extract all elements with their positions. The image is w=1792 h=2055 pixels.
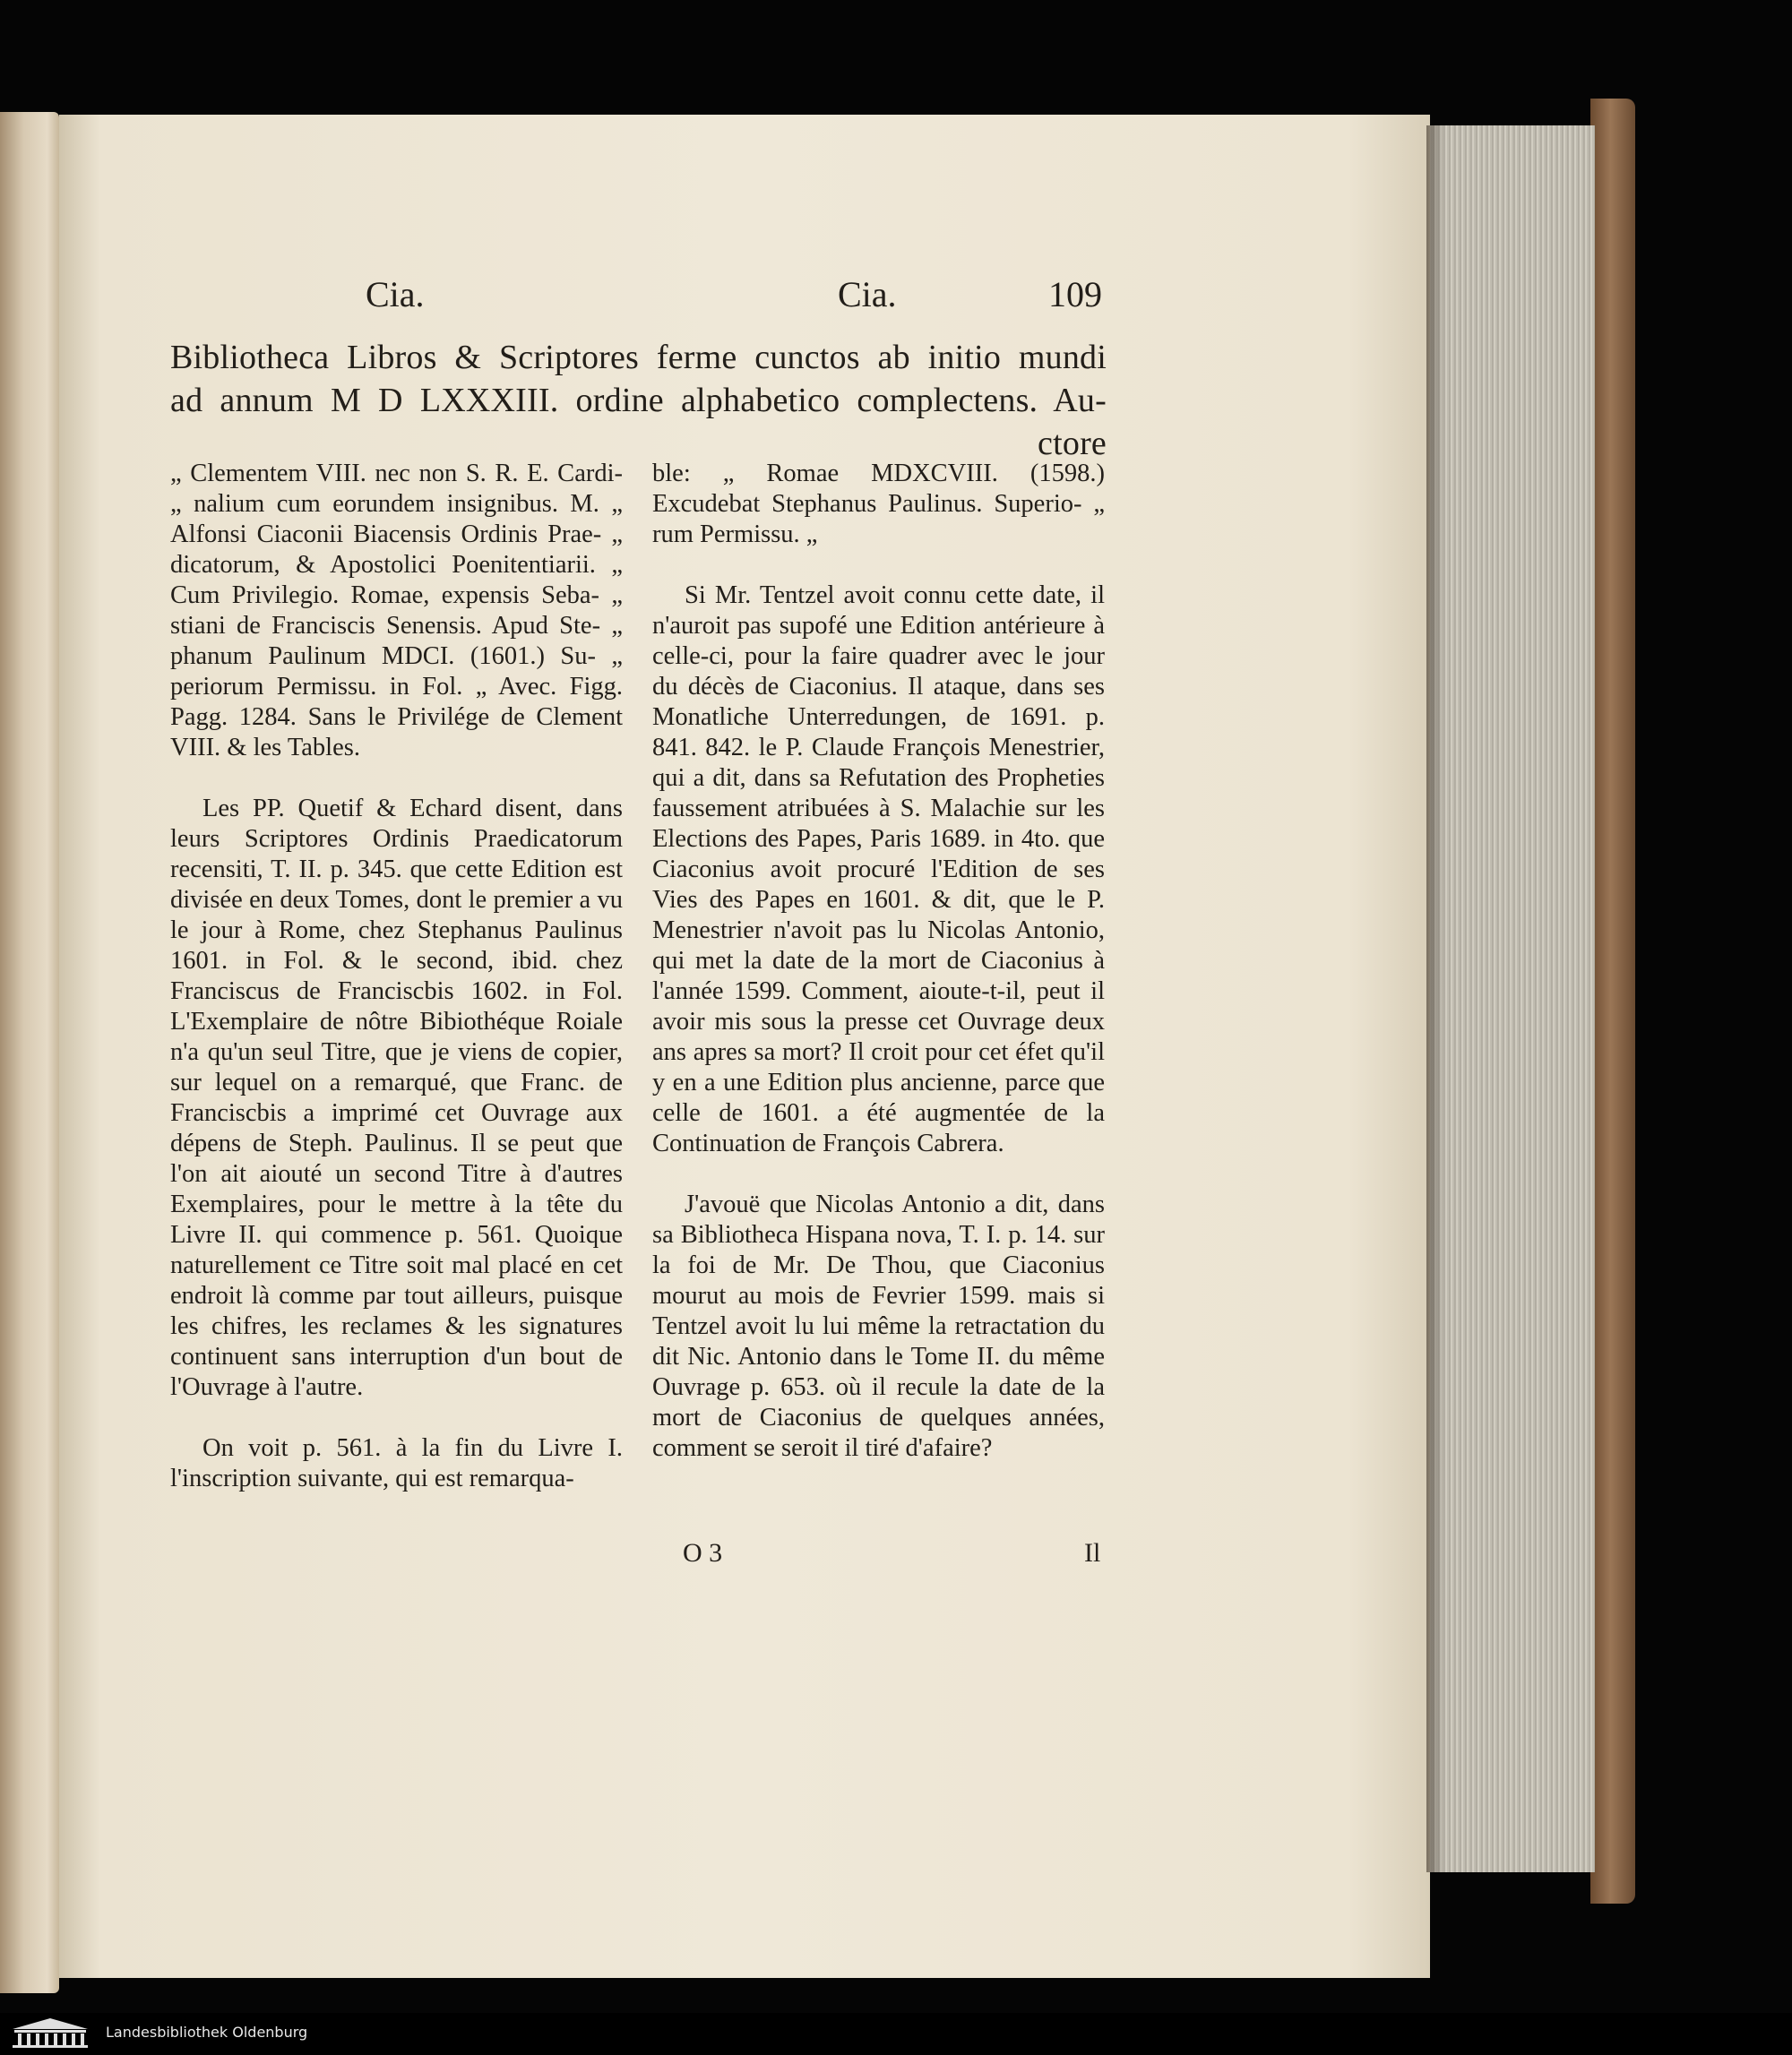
gutter-shadow <box>1426 125 1444 1872</box>
page-edges <box>1426 125 1595 1872</box>
paragraph: On voit p. 561. à la fin du Livre I. l'inscription suivante, qui est remarqua- <box>170 1434 623 1492</box>
library-name: Landesbibliothek Oldenburg <box>106 2024 308 2041</box>
paragraph: „ Clementem VIII. nec non S. R. E. Cardi- „ nalium cum eorundem insignibus. M. „ Alfonsi Ciaconii Biacensis Ordinis Prae- „ dicatorum, & Apostolici Poenitentiarii. „ Cum Privilegio. Romae, expensis Seba- „ stiani de Franciscis Senensis. Apud Ste- „ phanum Paulinum MDCI. (1601.) Su- „ periorum Permissu. in Fol. „ Avec. Figg. Pagg. 1284. Sans le Privilége de Clement VIII. & les Tables. <box>170 460 623 761</box>
title-line: ad annum M D LXXXIII. ordine alphabetico complectens. Au- <box>170 382 1107 419</box>
running-head-left: Cia. <box>366 274 425 314</box>
library-building-logo-icon <box>9 2016 91 2049</box>
book-cover-edge <box>1590 99 1635 1904</box>
title-block <box>170 336 1107 465</box>
paragraph: Les PP. Quetif & Echard disent, dans leurs Scriptores Ordinis Praedicatorum recensiti, T. II. p. 345. que cette Edition est divisée en deux Tomes, dont le premier a vu le jour à Rome, chez Stephanus Paulinus 1601. in Fol. & le second, ibid. chez Franciscus de Franciscbis 1602. in Fol. L'Exemplaire de nôtre Bibiothéque Roiale n'a qu'un seul Titre, que je viens de copier, sur lequel on a remarqué, que Franc. de Franciscbis a imprimé cet Ouvrage aux dépens de Steph. Paulinus. Il se peut que l'on ait aiouté un second Titre à d'autres Exemplaires, pour le mettre à la tête du Livre II. qui commence p. 561. Quoique naturellement ce Titre soit mal placé en cet endroit là comme par tout ailleurs, puisque les chifres, les reclames & les signatures continuent sans interruption d'un bout de l'Ouvrage à l'autre. <box>170 795 623 1401</box>
title-line-last: ctore <box>1038 425 1107 462</box>
left-column <box>170 459 623 1525</box>
paragraph: J'avouë que Nicolas Antonio a dit, dans sa Bibliotheca Hispana nova, T. I. p. 14. sur la foi de Mr. De Thou, que Ciaconius mourut au mois de Fevrier 1599. mais si Tentzel avoit lu lui même la retractation du dit Nic. Antonio dans le Tome II. du même Ouvrage p. 653. où il recule la date de la mort de Ciaconius de quelques années, comment se seroit il tiré d'afaire? <box>652 1191 1105 1462</box>
right-column <box>652 459 1105 1494</box>
running-head <box>0 273 1792 327</box>
page-number: 109 <box>1048 274 1102 314</box>
paragraph: ble: „ Romae MDXCVIII. (1598.) Excudebat Stephanus Paulinus. Superio- „ rum Permissu. „ <box>652 460 1105 548</box>
title-line: Bibliotheca Libros & Scriptores ferme cunctos ab initio mundi <box>170 339 1107 376</box>
signature-mark: O 3 <box>683 1538 723 1568</box>
running-head-center: Cia. <box>838 274 897 314</box>
left-page-edge <box>0 112 59 1993</box>
paragraph: Si Mr. Tentzel avoit connu cette date, il n'auroit pas supofé une Edition antérieure à celle-ci, pour la faire quadrer avec le jour du décès de Ciaconius. Il ataque, dans ses Monatliche Unterredungen, de 1691. p. 841. 842. le P. Claude François Menestrier, qui a dit, dans sa Refutation des Propheties faussement atribuées à S. Malachie sur les Elections des Papes, Paris 1689. in 4to. que Ciaconius avoit procuré l'Edition de ses Vies des Papes en 1601. & dit, que le P. Menestrier n'avoit pas lu Nicolas Antonio, qui met la date de la mort de Ciaconius à l'année 1599. Comment, aioute-t-il, peut il avoir mis sous la presse cet Ouvrage deux ans apres sa mort? Il croit pour cet éfet qu'il y en a une Edition plus ancienne, parce que celle de 1601. a été augmentée de la Continuation de François Cabrera. <box>652 581 1105 1157</box>
catchword: Il <box>1084 1538 1101 1568</box>
